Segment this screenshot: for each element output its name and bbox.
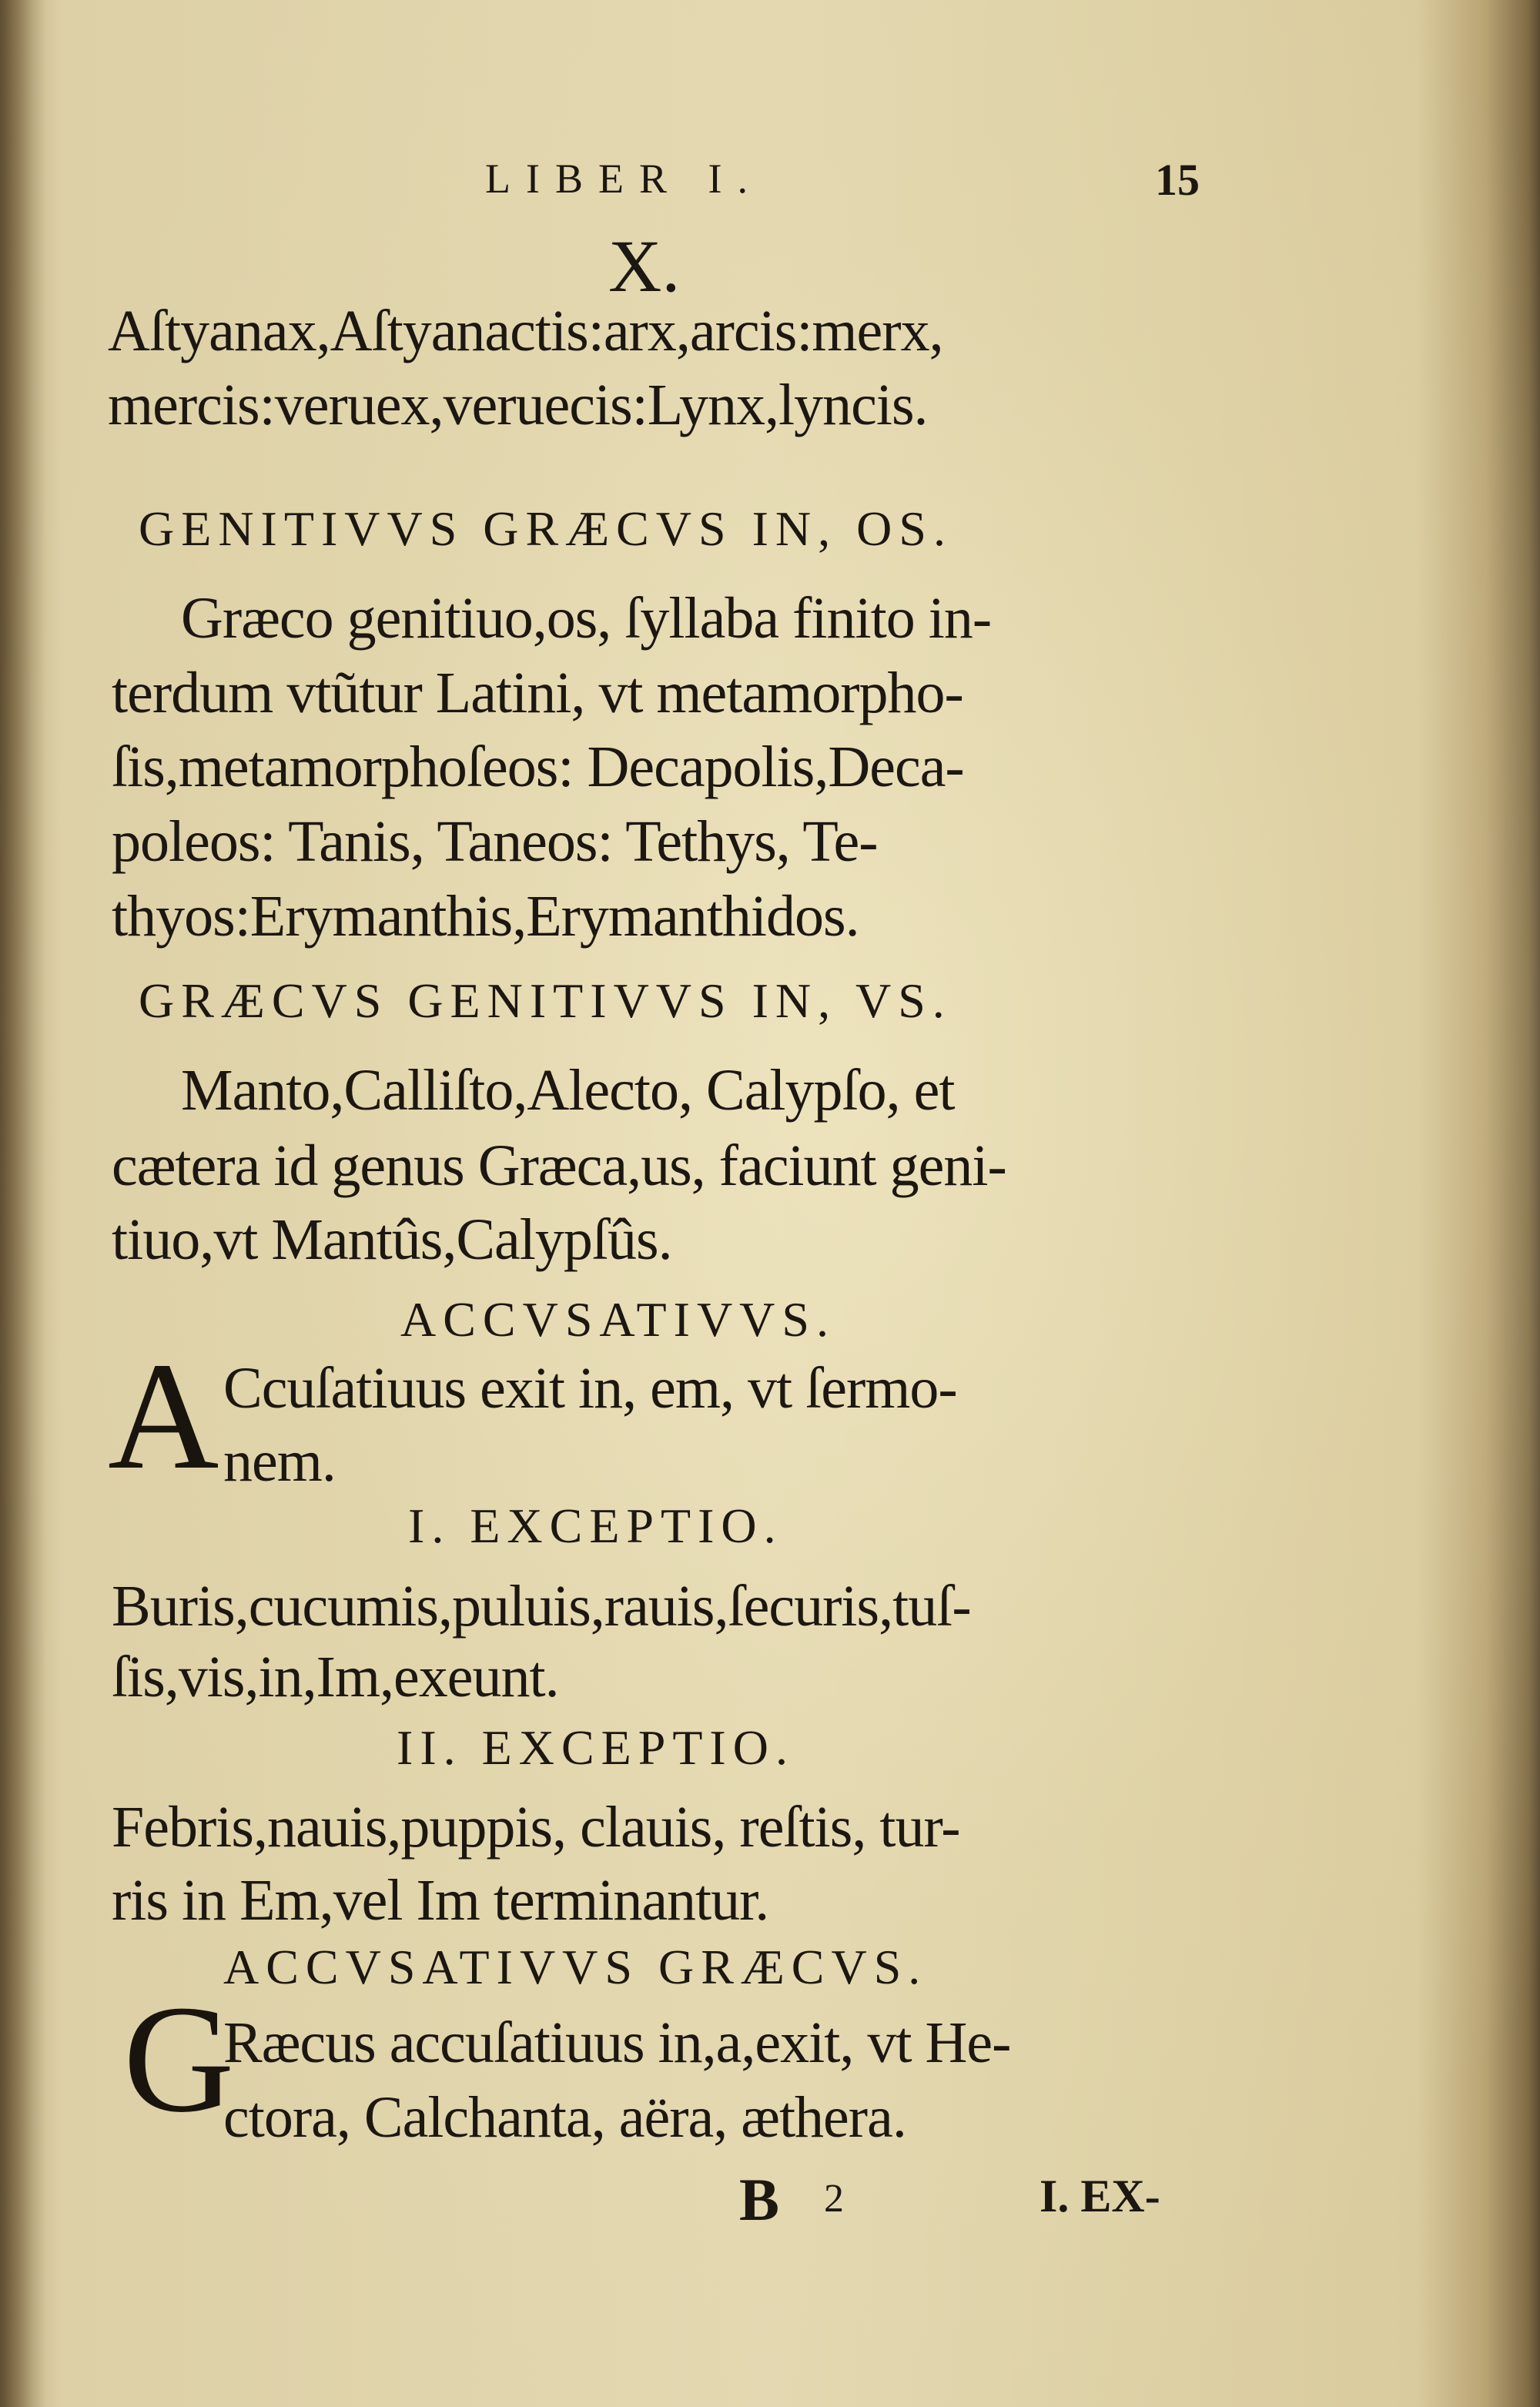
text-line: Buris,cucumis,puluis,rauis,ſecuris,tuſ- [112, 1574, 971, 1639]
text-line: ctora, Calchanta, aëra, æthera. [223, 2085, 906, 2150]
text-line: nem. [223, 1429, 336, 1494]
spine-shadow [0, 0, 46, 2407]
text-line: tiuo,vt Mantûs,Calypſûs. [112, 1207, 672, 1272]
page-number: 15 [1155, 155, 1200, 205]
drop-capital: G [123, 1974, 235, 2144]
section-heading-x: X. [608, 225, 681, 307]
text-line: ſis,vis,in,Im,exeunt. [112, 1645, 559, 1709]
section-heading: ACCVSATIVVS GRÆCVS. [223, 1940, 928, 1994]
text-line: ris in Em,vel Im terminantur. [112, 1868, 769, 1933]
section-heading: I. EXCEPTIO. [408, 1498, 783, 1553]
text-line: Ccuſatiuus exit in, em, vt ſermo- [223, 1356, 957, 1421]
section-heading: ACCVSATIVVS. [400, 1292, 835, 1347]
section-heading: GRÆCVS GENITIVVS IN, VS. [139, 973, 952, 1028]
text-line: Aſtyanax,Aſtyanactis:arx,arcis:merx, [108, 299, 943, 363]
section-heading: II. EXCEPTIO. [397, 1720, 795, 1775]
text-line: thyos:Erymanthis,Erymanthidos. [112, 884, 859, 949]
text-line: mercis:veruex,veruecis:Lynx,lyncis. [108, 373, 928, 437]
text-line: ſis,metamorphoſeos: Decapolis,Deca- [112, 735, 964, 799]
text-line: Manto,Calliſto,Alecto, Calypſo, et [181, 1058, 955, 1123]
text-line: Ræcus accuſatiuus in,a,exit, vt He- [223, 2010, 1011, 2075]
text-line: terdum vtũtur Latini, vt metamorpho- [112, 661, 963, 725]
running-head: LIBER I. [485, 156, 763, 202]
text-line: Febris,nauis,puppis, clauis, reſtis, tur- [112, 1795, 960, 1860]
text-line: poleos: Tanis, Taneos: Tethys, Te- [112, 809, 878, 874]
drop-capital: A [108, 1331, 219, 1501]
signature-number: 2 [824, 2177, 844, 2221]
section-heading: GENITIVVS GRÆCVS IN, OS. [139, 501, 952, 556]
text-line: Græco genitiuo,os, ſyllaba finito in- [181, 586, 992, 651]
catchword: I. EX- [1040, 2171, 1160, 2221]
text-line: cætera id genus Græca,us, faciunt geni- [112, 1133, 1006, 1198]
signature-mark: B [739, 2166, 780, 2233]
